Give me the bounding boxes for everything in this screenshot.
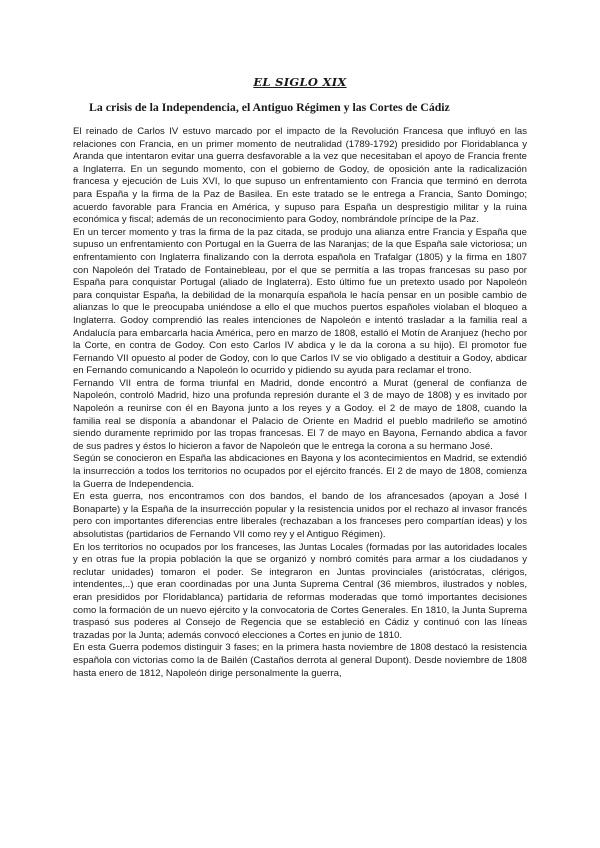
paragraph-tercer-momento: En un tercer momento y tras la firma de la paz citada, se produjo una alianza entre Francia y España que supuso un enfrentamiento con Portugal en la Guerra de las Naranjas; de la que España sale victoriosa; un enfrentamiento con Inglaterra finalizando con la derrota española en Trafalgar (1805) y la firma en 1807 con Napoleón del Tratado de Fontainebleau, por el que se permitía a las tropas francesas su paso por España para conquistar Portugal (aliado de Inglaterra). Esto último fue un pretexto usado por Napoleón para conquistar España, la debilidad de la monarquía española le hacía pensar en un posible cambio de alianzas lo que le preocupaba uniéndose a ello el que muchos puertos españoles violaban el bloqueo a Inglaterra. Godoy comprendió las reales intenciones de Napoleón e intentó trasladar a la familia real a Andalucía para embarcarla hacia América, pero en marzo de 1808, estalló el Motín de Aranjuez (hecho por la Corte, en contra de Godoy. Con esto Carlos IV abdica y le da la corona a su hijo). El promotor fue Fernando VII opuesto al poder de Godoy, con lo que Carlos IV se vio obligado a destituir a Godoy, abdicar en Fernando comunicando a Napoleón lo ocurrido y pidiendo su ayuda para reclamar el trono. — [73, 226, 527, 377]
paragraph-juntas: En los territorios no ocupados por los franceses, las Juntas Locales (formadas por las autoridades locales y en otras fue la propia población la que se organizó y nombró comités para armar a los ciudadanos y reclutar unidades) tomaron el poder. Se integraron en Juntas provinciales (aristócratas, clérigos, intendentes,..) que eran coordinadas por una Junta Suprema Central (36 miembros, ilustrados y nobles, eran presididos por Floridablanca) partidaria de reformas moderadas que tomó importantes decisiones como la formación de un nuevo ejército y la convocatoria de Cortes Generales. En 1810, la Junta Suprema traspasó sus poderes al Consejo de Regencia que se estableció en Cádiz y continuó con las líneas trazadas por la Junta; además convocó elecciones a Cortes en junio de 1810. — [73, 541, 527, 641]
paragraph-insurreccion: Según se conocieron en España las abdicaciones en Bayona y los acontecimientos en Madrid, se extendió la insurrección a todos los territorios no ocupados por el ejército francés. El 2 de mayo de 1808, comienza la Guerra de Independencia. — [73, 453, 527, 490]
paragraph-reinado-carlos-iv: El reinado de Carlos IV estuvo marcado por el impacto de la Revolución Francesa que influyó en las relaciones con Francia, en un primer momento de neutralidad (1789-1792) presidido por Floridablanca y Aranda que intentaron evitar una guerra desfavorable a la vez que necesitaban el apoyo de Francia frente a Inglaterra. En un segundo momento, con el gobierno de Godoy, de oposición ante la radicalización francesa y ejecución de Luis XVI, lo que supuso un enfrentamiento con Francia que terminó en derrota para España y la firma de la Paz de Basilea. En este tratado se le entrega a Francia, Santo Domingo; acuerdo favorable para Francia en América, y supuso para España un desprestigio militar y la ruina económica y fiscal; además de un reconocimiento para Godoy, nombrándole príncipe de la Paz. — [73, 126, 527, 226]
paragraph-fernando-vii: Fernando VII entra de forma triunfal en Madrid, donde encontró a Murat (general de confianza de Napoleón, controló Madrid, hizo una profunda represión durante el 3 de mayo de 1808) y es invitado por Napoleón a reunirse con él en Bayona junto a los reyes y a Godoy. el 2 de mayo de 1808, cuando la familia real se disponía a abandonar el Palacio de Oriente en Madrid el pueblo madrileño se amotinó siendo duramente reprimido por las tropas francesas. El 7 de mayo en Bayona, Fernando abdica a favor de sus padres y éstos lo hicieron a favor de Napoleón que le entrega la corona a su hermano José. — [73, 377, 527, 452]
document-body — [73, 126, 527, 680]
paragraph-bandos: En esta guerra, nos encontramos con dos bandos, el bando de los afrancesados (apoyan a José I Bonaparte) y la España de la insurrección popular y la resistencia unidos por el rechazo al invasor francés pero con importantes diferencias entre liberales (rechazaban a los franceses pero compartían ideas) y los absolutistas (partidarios de Fernando VII como rey y el Antiguo Régimen). — [73, 491, 527, 540]
page-title: EL SIGLO XIX — [253, 75, 347, 89]
page-subtitle: La crisis de la Independencia, el Antiguo Régimen y las Cortes de Cádiz — [89, 100, 450, 114]
paragraph-fases: En esta Guerra podemos distinguir 3 fases; en la primera hasta noviembre de 1808 destacó la resistencia española con victorias como la de Bailén (Castaños derrota al general Dupont). Desde noviembre de 1808 hasta enero de 1812, Napoleón dirige personalmente la guerra, — [73, 642, 527, 679]
